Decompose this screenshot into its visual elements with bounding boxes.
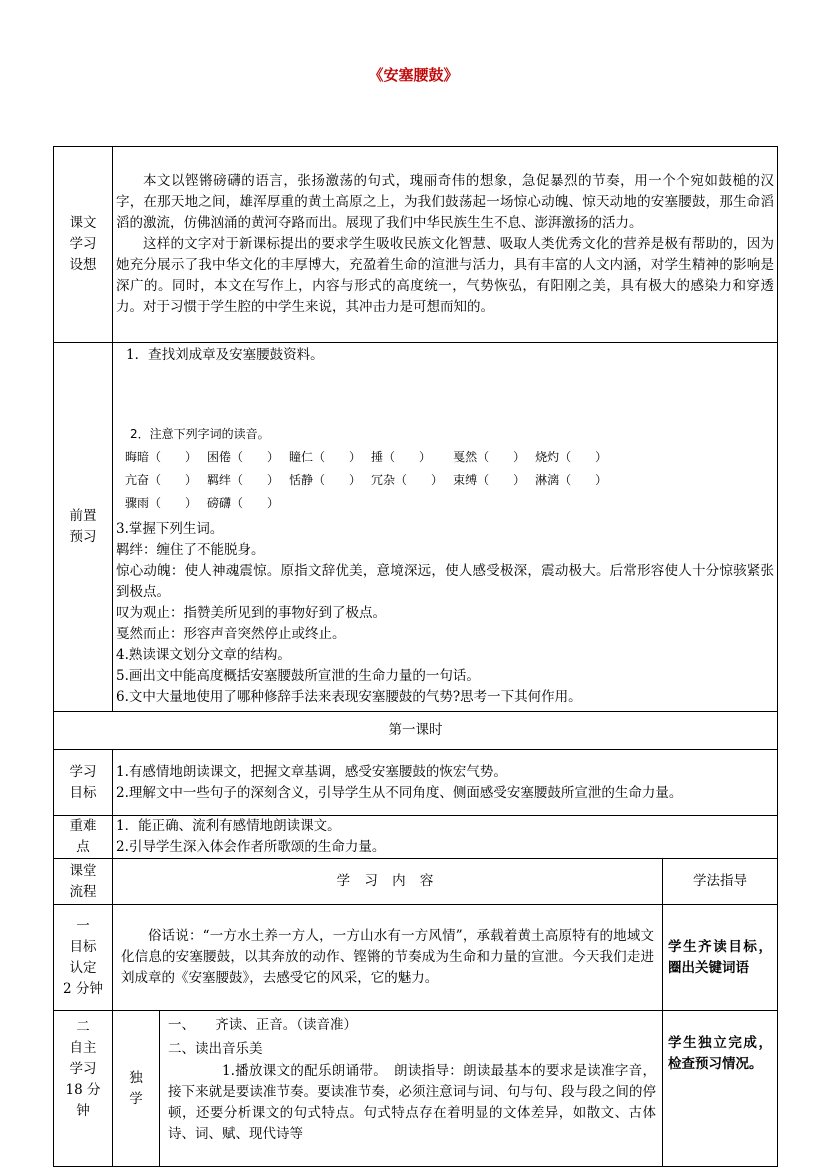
key-points-label: 重难 点: [54, 816, 113, 859]
preview-label: 前置 预习: [54, 343, 113, 712]
key-points-content: [113, 816, 778, 859]
pronunciation-item: 瞳仁（ ）: [289, 450, 362, 464]
design-paragraph: 这样的文字对于新课标提出的要求学生吸收民族文化智慧、吸取人类优秀文化的营养是极有帮助的，因为她充分展示了我中华文化的丰厚博大，充盈着生命的渲泄与活力，具有丰富的人文内涵，对学生精神的影响是深广的。同时，本文在写作上，内容与形式的高度统一，气势恢弘，有阳刚之美，具有极大的感染力和穿透力。对于习惯于学生腔的中学生来说，其冲击力是可想而知的。: [116, 236, 775, 315]
lesson-header: 第一课时: [54, 712, 778, 750]
step2-line: 二、读出音乐美: [168, 1041, 263, 1057]
step1-row: [54, 905, 778, 1011]
goals-content: [113, 750, 778, 816]
step2-row: [54, 1011, 778, 1167]
lesson-header-row: [54, 712, 778, 750]
step1-content: [113, 905, 663, 1011]
step1-label: 一 目标 认定 2 分钟: [54, 905, 113, 1011]
preview-item: 6.文中大量地使用了哪种修辞手法来表现安塞腰鼓的气势?思考一下其何作用。: [116, 689, 582, 705]
step1-text: 俗话说：“一方水土养一方人，一方山水有一方风情”，承载着黄土高原特有的地域文化信息的安塞腰鼓，以其奔放的动作、铿锵的节奏成为生命和力量的宣泄。今天我们走进刘成章的《安塞腰鼓》，去感受它的风采，它的魅力。: [121, 928, 654, 986]
pronunciation-item: 困倦（ ）: [207, 450, 280, 464]
preview-content: [113, 343, 778, 712]
pronunciation-item: 亢奋（ ）: [125, 473, 198, 487]
step2-guide: 学生独立完成，检查预习情况。: [663, 1011, 778, 1167]
step2-content: [160, 1011, 663, 1167]
step2-paragraph: 1.播放课文的配乐朗诵带。 朗读指导：朗读最基本的要求是读准字音，接下来就是要读准节奏。要读准节奏，必须注意词与词、句与句、段与段之间的停顿，还要分析课文的句式特点。句式特点存在着明显的文体差异，如散文、古体诗、词、赋、现代诗等: [168, 1063, 656, 1142]
pronunciation-grid: [125, 446, 774, 515]
pronunciation-item: 束缚（ ）: [453, 473, 526, 487]
goals-label: 学习 目标: [54, 750, 113, 816]
preview-item: 3.掌握下列生词。: [116, 521, 224, 537]
key-points-row: [54, 816, 778, 859]
step2-sub-label: 独 学: [113, 1011, 160, 1167]
preview-item: 1．查找刘成章及安塞腰鼓资料。: [126, 347, 324, 363]
flow-guide-header: 学法指导: [663, 859, 778, 905]
lesson-plan-table: [53, 146, 778, 1167]
key-point-item: 1．能正确、流利有感情地朗读课文。: [116, 818, 341, 834]
pronunciation-item: 烧灼（ ）: [535, 450, 608, 464]
vocab-item: 惊心动魄：使人神魂震惊。原指文辞优美，意境深远，使人感受极深，震动极大。后常形容使人十分惊骇紧张到极点。: [116, 563, 775, 600]
pronunciation-item: 恬静（ ）: [289, 473, 362, 487]
pronunciation-item: 羁绊（ ）: [207, 473, 280, 487]
pronunciation-item: 磅礴（ ）: [207, 496, 280, 510]
vocab-item: 戛然而止：形容声音突然停止或终止。: [116, 626, 346, 642]
preview-item: 4.熟读课文划分文章的结构。: [116, 647, 291, 663]
preview-item: 2．注意下列字词的读音。: [130, 427, 270, 441]
flow-content-header: 学 习 内 容: [113, 859, 663, 905]
page-title: 《安塞腰鼓》: [368, 66, 459, 84]
design-paragraph: 本文以铿锵磅礴的语言，张扬激荡的句式，瑰丽奇伟的想象，急促暴烈的节奏，用一个个宛如鼓槌的汉字，在那天地之间，雄浑厚重的黄土高原之上，为我们鼓荡起一场惊心动魄、惊天动地的安塞腰鼓，那生命滔滔的激流，仿佛汹涌的黄河夺路而出。展现了我们中华民族生生不息、澎湃激扬的活力。: [116, 173, 775, 231]
key-point-item: 2.引导学生深入体会作者所歌颂的生命力量。: [116, 839, 386, 855]
design-row: [54, 147, 778, 343]
preview-row: [54, 343, 778, 712]
flow-header-row: [54, 859, 778, 905]
step2-label: 二 自主 学习 18 分 钟: [54, 1011, 113, 1167]
goal-item: 2.理解文中一些句子的深刻含义，引导学生从不同角度、侧面感受安塞腰鼓所宣泄的生命力量。: [116, 784, 683, 801]
pronunciation-item: 淋漓（ ）: [535, 473, 608, 487]
vocab-item: 叹为观止：指赞美所见到的事物好到了极点。: [116, 605, 386, 621]
goals-row: [54, 750, 778, 816]
goal-item: 1.有感情地朗读课文，把握文章基调，感受安塞腰鼓的恢宏气势。: [116, 763, 507, 780]
preview-item: 5.画出文中能高度概括安塞腰鼓所宣泄的生命力量的一句话。: [116, 668, 480, 684]
step1-guide: 学生齐读目标，圈出关键词语: [663, 905, 778, 1011]
design-content: [113, 147, 778, 343]
pronunciation-item: 骤雨（ ）: [125, 496, 198, 510]
design-label: 课文 学习 设想: [54, 147, 113, 343]
step2-line: 一、 齐读、正音。（读音准）: [168, 1017, 357, 1033]
pronunciation-item: 戛然（ ）: [453, 450, 526, 464]
pronunciation-item: 捶（ ）: [371, 450, 432, 464]
flow-label: 课堂 流程: [54, 859, 113, 905]
vocab-item: 羁绊：缠住了不能脱身。: [116, 542, 265, 558]
pronunciation-item: 冗杂（ ）: [371, 473, 444, 487]
pronunciation-item: 晦暗（ ）: [125, 450, 198, 464]
